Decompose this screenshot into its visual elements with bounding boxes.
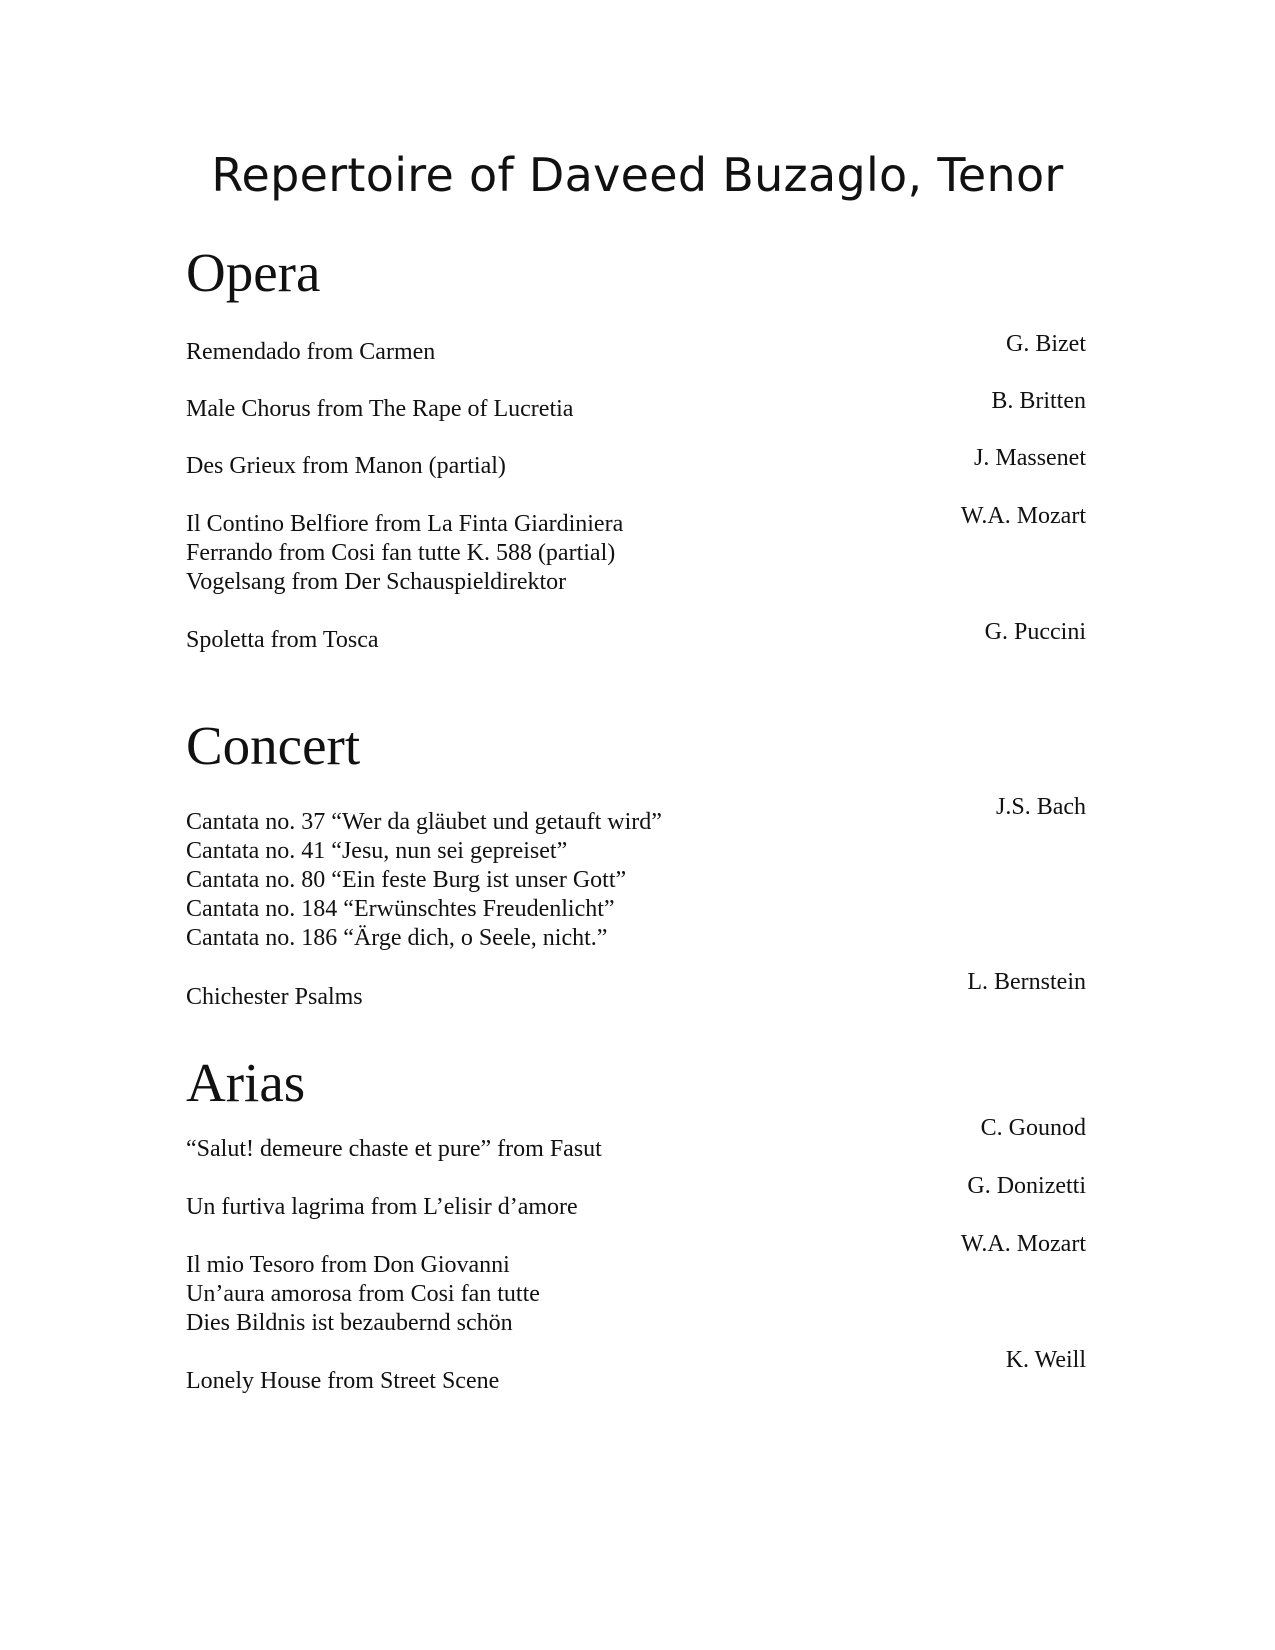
- work-item: Il Contino Belfiore from La Finta Giardiniera: [186, 511, 624, 537]
- composer-name: B. Britten: [991, 388, 1086, 414]
- work-list: [186, 395, 573, 424]
- composer-name: J. Massenet: [974, 445, 1086, 471]
- composer-name: G. Donizetti: [967, 1173, 1086, 1199]
- section-heading-arias: Arias: [186, 1052, 306, 1113]
- work-item: “Salut! demeure chaste et pure” from Fasut: [186, 1136, 602, 1162]
- work-list: [186, 1367, 499, 1396]
- work-item: Cantata no. 186 “Ärge dich, o Seele, nicht.”: [186, 925, 608, 951]
- work-list: [186, 338, 435, 367]
- composer-name: G. Bizet: [1006, 331, 1086, 357]
- work-item: Cantata no. 41 “Jesu, nun sei gepreiset”: [186, 838, 568, 864]
- work-list: [186, 808, 662, 953]
- work-item: Chichester Psalms: [186, 984, 363, 1010]
- work-item: Un’aura amorosa from Cosi fan tutte: [186, 1281, 540, 1307]
- composer-name: W.A. Mozart: [960, 503, 1086, 529]
- work-item: Cantata no. 80 “Ein feste Burg ist unser Gott”: [186, 867, 627, 893]
- work-list: [186, 626, 379, 655]
- work-item: Remendado from Carmen: [186, 339, 436, 365]
- composer-name: L. Bernstein: [967, 969, 1086, 995]
- work-list: [186, 510, 623, 597]
- composer-name: G. Puccini: [984, 619, 1086, 645]
- work-item: Lonely House from Street Scene: [186, 1368, 500, 1394]
- work-list: [186, 452, 506, 481]
- composer-name: W.A. Mozart: [960, 1231, 1086, 1257]
- work-item: Cantata no. 184 “Erwünschtes Freudenlicht”: [186, 896, 615, 922]
- work-item: Male Chorus from The Rape of Lucretia: [186, 396, 574, 422]
- work-list: [186, 983, 363, 1012]
- work-item: Spoletta from Tosca: [186, 627, 379, 653]
- work-item: Dies Bildnis ist bezaubernd schön: [186, 1310, 513, 1336]
- work-list: [186, 1193, 578, 1222]
- section-heading-opera: Opera: [186, 242, 321, 303]
- page-title: Repertoire of Daveed Buzaglo, Tenor: [211, 148, 1064, 202]
- work-item: Cantata no. 37 “Wer da gläubet und getauft wird”: [186, 809, 662, 835]
- section-heading-concert: Concert: [186, 715, 361, 776]
- work-item: Ferrando from Cosi fan tutte K. 588 (partial): [186, 540, 616, 566]
- composer-name: K. Weill: [1005, 1347, 1086, 1373]
- work-item: Il mio Tesoro from Don Giovanni: [186, 1252, 510, 1278]
- work-list: [186, 1135, 602, 1164]
- composer-name: C. Gounod: [980, 1115, 1086, 1141]
- work-item: Des Grieux from Manon (partial): [186, 453, 506, 479]
- work-list: [186, 1251, 540, 1338]
- composer-name: J.S. Bach: [996, 794, 1086, 820]
- work-item: Vogelsang from Der Schauspieldirektor: [186, 569, 567, 595]
- work-item: Un furtiva lagrima from L’elisir d’amore: [186, 1194, 578, 1220]
